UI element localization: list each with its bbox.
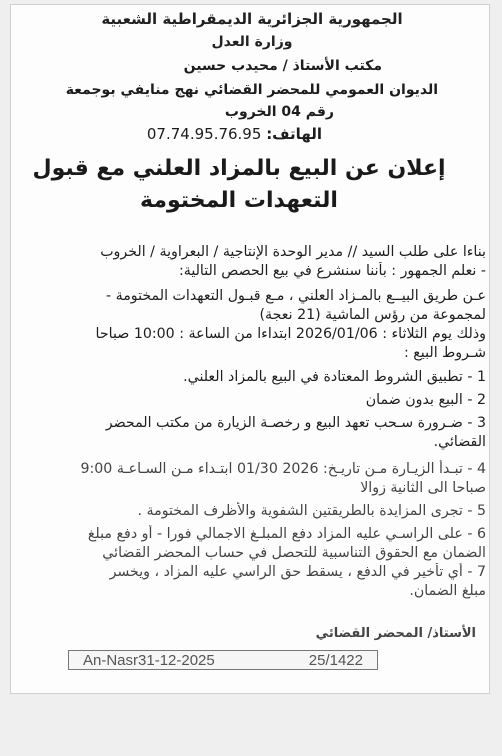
- body-line: 6 - على الراسـي عليه المزاد دفع المبلـغ الاجمالي فورا - أو دفع مبلغ: [87, 526, 486, 542]
- notice-title-line1: إعلان عن البيع بالمزاد العلني مع قبول: [32, 156, 446, 181]
- body-line: 7 - أي تأخير في الدفع ، يسقط حق الراسي عليه المزاد ، ويخسر: [109, 564, 486, 580]
- body-line: شـروط البيع :: [403, 345, 486, 361]
- body-line: 5 - تجرى المزايدة بالطريقتين الشفوية والأظرف المختومة .: [137, 503, 486, 519]
- footer-reference: An-Nasr31-12-2025: [83, 651, 215, 669]
- publication-footer: [68, 650, 378, 670]
- body-line: عـن طريق البيــع بالمـزاد العلني ، مـع قبـول التعهدات المختومة -: [105, 288, 486, 304]
- body-line: القضائي.: [433, 434, 486, 450]
- notice-body: [32, 243, 486, 601]
- body-line: 4 - تبـدأ الزيـارة مـن تاريـخ: 2026 01/30 ابتـداء مـن السـاعـة 9:00: [80, 461, 486, 477]
- office-number: رقم 04 الخروب: [224, 104, 334, 120]
- phone-line: [147, 125, 322, 143]
- body-line: صباحا الى الثانية زوالا: [360, 480, 486, 496]
- ministry-header: وزارة العدل: [211, 34, 293, 50]
- office-name: مكتب الأستاذ / محيدب حسين: [183, 58, 382, 74]
- body-line: لمجموعة من رؤس الماشية (21 نعجة): [259, 307, 486, 323]
- body-line: 2 - البيع بدون ضمان: [365, 392, 486, 408]
- phone-number: 07.74.95.76.95: [146, 125, 262, 143]
- body-line: - نعلم الجمهور : بأننا سنشرع في بيع الحصص التالية:: [178, 263, 486, 279]
- body-line: مبلغ الضمان.: [409, 583, 486, 599]
- phone-label: الهاتف:: [266, 125, 322, 143]
- body-line: وذلك يوم الثلاثاء : 2026/01/06 ابتداءا من الساعة : 10:00 صباحا: [95, 326, 486, 342]
- republic-header: الجمهورية الجزائرية الديمقراطية الشعبية: [101, 10, 403, 28]
- body-line: بناءا على طلب السيد // مدير الوحدة الإنتاجية / البعراوية / الخروب: [100, 244, 486, 260]
- body-line: 1 - تطبيق الشروط المعتادة في البيع بالمزاد العلني.: [183, 369, 486, 385]
- office-address: الديوان العمومي للمحضر القضائي نهج منايفي بوجمعة: [65, 82, 438, 98]
- body-line: 3 - ضـرورة سـحب تعهد البيع و رخصـة الزيارة من مكتب المحضر: [105, 415, 486, 431]
- footer-number: 25/1422: [308, 651, 363, 669]
- notice-title-line2: التعهدات المختومة: [140, 188, 338, 213]
- body-line: الضمان مع الحقوق التناسبية للتحصل في حساب المحضر القضائي: [102, 545, 486, 561]
- signature: الأستاذ/ المحضر القضائي: [315, 626, 476, 641]
